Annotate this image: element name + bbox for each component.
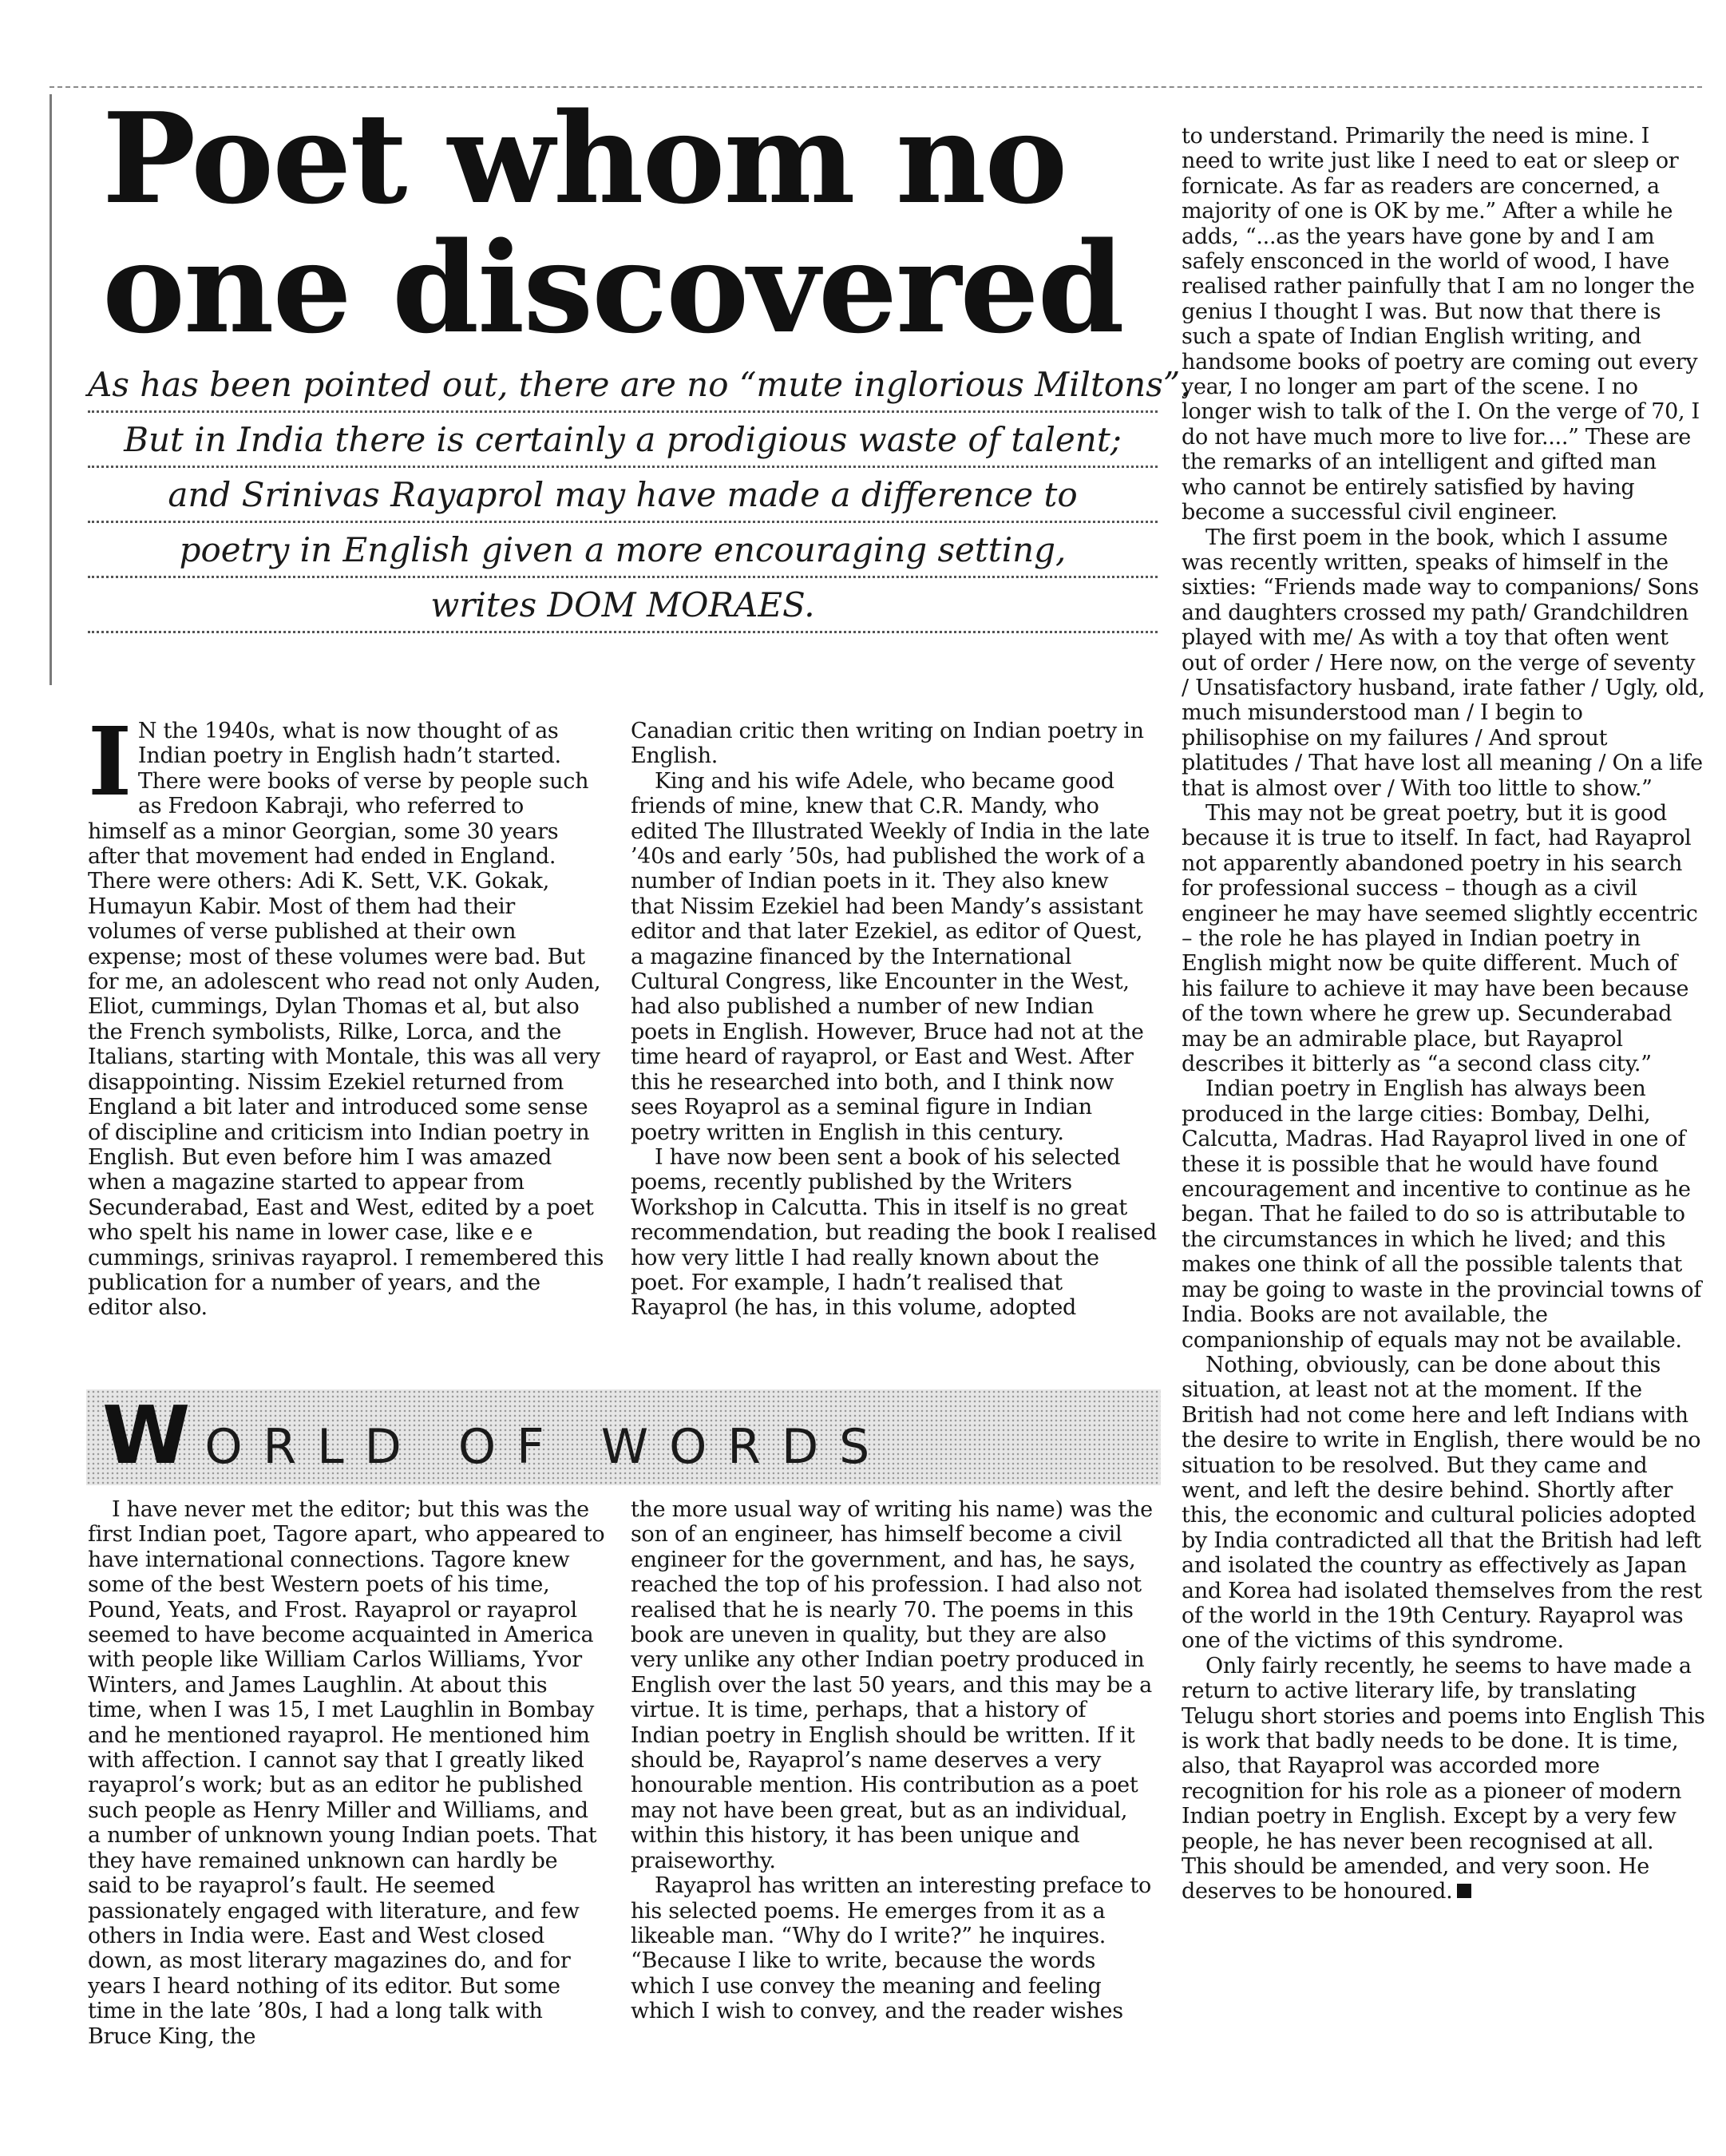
standfirst-line: and Srinivas Rayaprol may have made a difference to bbox=[88, 468, 1158, 523]
end-mark-icon bbox=[1457, 1884, 1471, 1898]
headline bbox=[102, 85, 1140, 361]
paragraph: N the 1940s, what is now thought of as Indian poetry in English hadn’t started. There were books of verse by people such as Fredoon Kabraji, who referred to himself as a minor Georgian, some 30 years after that movement had ended in England. There were others: Adi K. Sett, V.K. Gokak, Humayun Kabir. Most of them had their volumes of verse published at their own expense; most of these volumes were bad. But for me, an adolescent who read not only Auden, Eliot, cummings, Dylan Thomas et al, but also the French symbolists, Rilke, Lorca, and the Italians, starting with Montale, this was all very disappointing. Nissim Ezekiel returned from England a bit later and introduced some sense of discipline and criticism into Indian poetry in English. But even before him I was amazed when a magazine started to appear from Secunderabad, East and West, edited by a poet who spelt his name in lower case, like e e cummings, srinivas rayaprol. I remembered this publication for a number of years, and the editor also. bbox=[88, 719, 604, 1321]
paragraph: This may not be great poetry, but it is good because it is true to itself. In fact, had Rayaprol not apparently abandoned poetry in his search for professional success – though as a civil engineer he may have seemed slightly eccentric – the role he has played in Indian poetry in English might now be quite different. Much of his failure to achieve it may have been because of the town where he grew up. Secunderabad may be an admirable place, but Rayaprol describes it bitterly as “a second class city.” bbox=[1182, 800, 1698, 1077]
article-column-1-bottom bbox=[88, 1497, 607, 2124]
standfirst-line: But in India there is certainly a prodigious waste of talent; bbox=[88, 413, 1158, 468]
paragraph: Indian poetry in English has always been produced in the large cities: Bombay, Delhi, Calcutta, Madras. Had Rayaprol lived in one of these it is possible that he would have found encouragement and incentive to continue as he began. That he failed to do so is attributable to the circumstances in which he lived; and this makes one think of all the possible talents that may be going to waste in the provincial towns of India. Books are not available, the companionship of equals may not be available. bbox=[1182, 1076, 1702, 1353]
paragraph: I have now been sent a book of his selected poems, recently published by the Writers Workshop in Calcutta. This in itself is no great recommendation, but reading the book I realised how very little I had really known about the poet. For example, I hadn’t realised that Rayaprol (he has, in this volume, adopted bbox=[631, 1144, 1157, 1321]
standfirst bbox=[88, 358, 1191, 633]
article-column-1-top bbox=[88, 719, 607, 1365]
paragraph-final bbox=[1182, 1654, 1705, 1904]
left-margin-rule bbox=[49, 94, 52, 685]
banner-text: ORLD OF WORDS bbox=[204, 1419, 891, 1475]
banner-initial: W bbox=[102, 1389, 205, 1482]
paragraph: Nothing, obviously, can be done about this situation, at least not at the moment. If the British had not come here and left Indians with the desire to write in English, there would be no situation to be resolved. But they came and went, and left the desire behind. Shortly after this, the economic and cultural policies adopted by India contradicted all that the British had left and isolated the country as effectively as Japan and Korea had isolated themselves from the rest of the world in the 19th Century. Rayaprol was one of the victims of this syndrome. bbox=[1182, 1352, 1702, 1654]
byline: writes DOM MORAES. bbox=[88, 578, 1158, 633]
section-banner-title bbox=[102, 1389, 891, 1485]
headline-line-1: Poet whom no bbox=[102, 85, 1067, 232]
paragraph: The first poem in the book, which I assume was recently written, speaks of himself in the sixties: “Friends made way to companions/ Sons and daughters crossed my path/ Grandchildren played with me/ As with a toy that often went out of order / Here now, on the verge of seventy / Unsatisfactory husband, irate father / Ugly, old, much misunderstood man / I begin to philisophise on my failures / And sprout platitudes / That have lost all meaning / On a life that is almost over / With too little to show.” bbox=[1182, 525, 1705, 801]
paragraph: King and his wife Adele, who became good friends of mine, knew that C.R. Mandy, who edited The Illustrated Weekly of India in the late ’40s and early ’50s, had published the work of a number of Indian poets in it. They also knew that Nissim Ezekiel had been Mandy’s assistant editor and that later Ezekiel, as editor of Quest, a magazine financed by the International Cultural Congress, like Encounter in the West, had also published a number of new Indian poets in English. However, Bruce had not at the time heard of rayaprol, or East and West. After this he researched into both, and I think now sees Royaprol as a seminal figure in Indian poetry written in English in this century. bbox=[631, 768, 1150, 1145]
section-banner bbox=[86, 1389, 1161, 1485]
paragraph: I have never met the editor; but this was the first Indian poet, Tagore apart, who appeared to have international connections. Tagore knew some of the best Western poets of his time, Pound, Yeats, and Frost. Rayaprol or rayaprol seemed to have become acquainted in America with people like William Carlos Williams, Yvor Winters, and James Laughlin. At about this time, when I was 15, I met Laughlin in Bombay and he mentioned rayaprol. He mentioned him with affection. I cannot say that I greatly liked rayaprol’s work; but as an editor he published such people as Henry Miller and Williams, and a number of unknown young Indian poets. That they have remained unknown can hardly be said to be rayaprol’s fault. He seemed passionately engaged with literature, and few others in India were. East and West closed down, as most literary magazines do, and for years I heard nothing of its editor. But some time in the late ’80s, I had a long talk with Bruce King, the bbox=[88, 1497, 605, 2049]
article-column-2-top bbox=[631, 719, 1158, 1365]
paragraph: Canadian critic then writing on Indian poetry in English. bbox=[631, 719, 1144, 769]
paragraph: Rayaprol has written an interesting preface to his selected poems. He emerges from it as a likeable man. “Why do I write?” he inquires. “Because I like to write, because the words which I use convey the meaning and feeling which I wish to convey, and the reader wishes bbox=[631, 1873, 1151, 2024]
article-column-3 bbox=[1182, 124, 1705, 2148]
standfirst-line: As has been pointed out, there are no “mute inglorious Miltons”. bbox=[88, 358, 1158, 413]
paragraph: the more usual way of writing his name) was the son of an engineer, has himself become a civil engineer for the government, and has, he says, reached the top of his profession. I had also not realised that he is nearly 70. The poems in this book are uneven in quality, but they are also very unlike any other Indian poetry produced in English over the last 50 years, and this may be a virtue. It is time, perhaps, that a history of Indian poetry in English should be written. If it should be, Rayaprol’s name deserves a very honourable mention. His contribution as a poet may not have been great, but as an individual, within this history, it has been unique and praiseworthy. bbox=[631, 1497, 1153, 1873]
paragraph: to understand. Primarily the need is mine. I need to write just like I need to eat or sleep or fornicate. As far as readers are concerned, a majority of one is OK by me.” After a while he adds, “...as the years have gone by and I am safely ensconced in the world of wood, I have realised rather painfully that I am no longer the genius I thought I was. But now that there is such a spate of Indian English writing, and handsome books of poetry are coming out every year, I no longer am part of the scene. I no longer wish to talk of the I. On the verge of 70, I do not have much more to live for....” These are the remarks of an intelligent and gifted man who cannot be entirely satisfied by having become a successful civil engineer. bbox=[1182, 124, 1700, 525]
paragraph-text: Only fairly recently, he seems to have made a return to active literary life, by translating Telugu short stories and poems into English This is work that badly needs to be done. It is time, also, that Rayaprol was accorded more recognition for his role as a pioneer of modern Indian poetry in English. Except by a very few people, he has never been recognised at all. This should be amended, and very soon. He deserves to be honoured. bbox=[1182, 1653, 1705, 1904]
article-column-2-bottom bbox=[631, 1497, 1158, 2124]
standfirst-line: poetry in English given a more encouraging setting, bbox=[88, 523, 1158, 578]
headline-line-2: one discovered bbox=[102, 215, 1123, 361]
drop-cap: I bbox=[88, 719, 132, 817]
